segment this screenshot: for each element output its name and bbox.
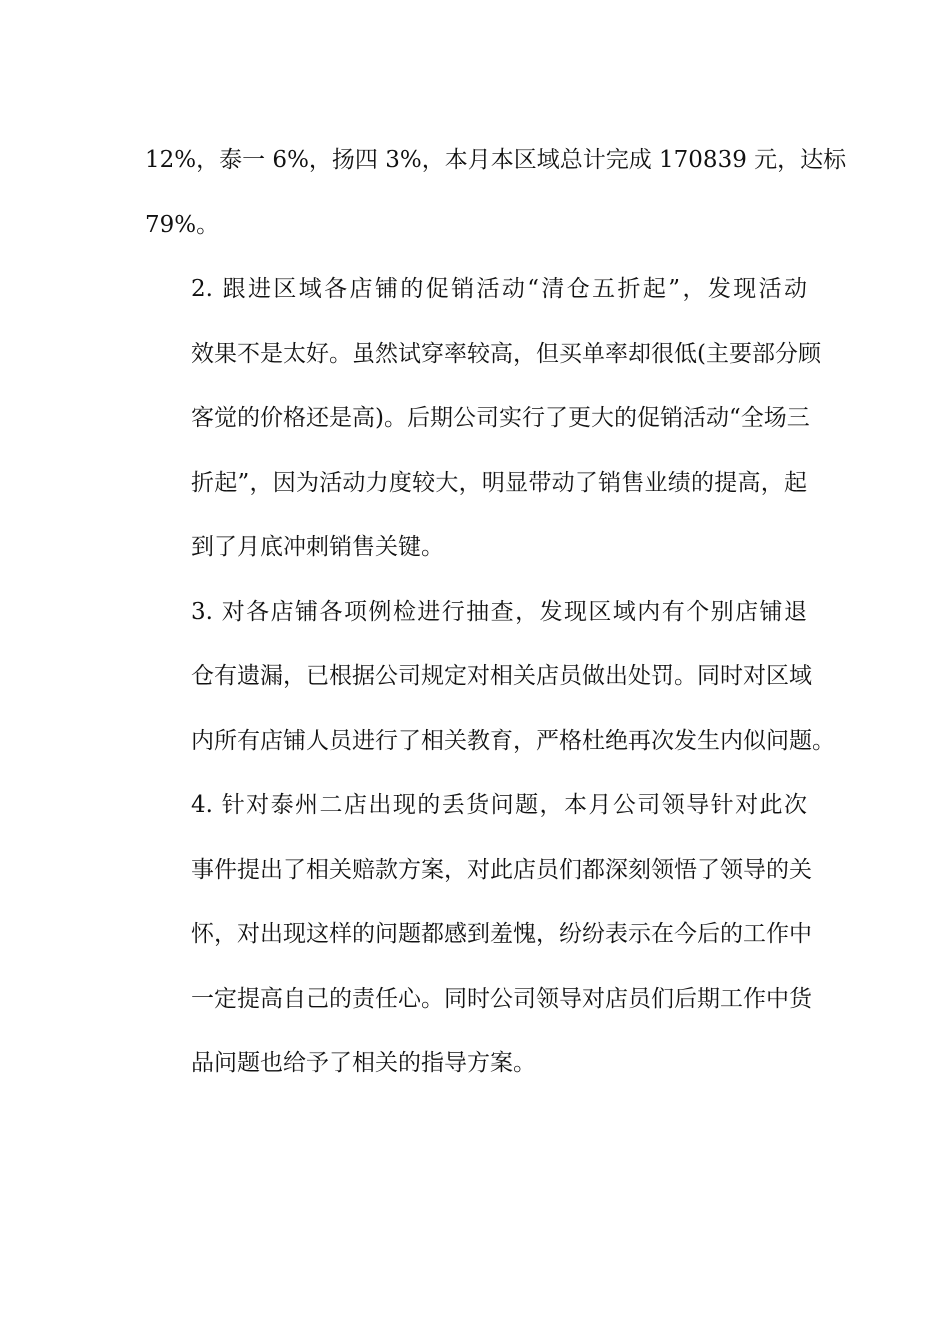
text-line: 到了月底冲刺销售关键。: [191, 534, 444, 560]
text-line: 79%。: [145, 211, 220, 238]
text-line: 4. 针对泰州二店出现的丢货问题，本月公司领导针对此次: [191, 792, 807, 818]
text-line: 12%，泰一 6%，扬四 3%，本月本区域总计完成 170839 元，达标: [145, 147, 847, 173]
text-line: 怀，对出现这样的问题都感到羞愧，纷纷表示在今后的工作中: [191, 921, 812, 947]
text-line: 内所有店铺人员进行了相关教育，严格杜绝再次发生内似问题。: [191, 727, 835, 754]
text-line: 仓有遗漏，已根据公司规定对相关店员做出处罚。同时对区域: [191, 663, 812, 689]
text-line: 事件提出了相关赔款方案，对此店员们都深刻领悟了领导的关: [191, 856, 812, 883]
paragraph-lost-goods-issue: [145, 773, 812, 1096]
paragraph-store-inspection: [145, 580, 835, 774]
text-line: 一定提高自己的责任心。同时公司领导对店员们后期工作中货: [191, 985, 812, 1012]
text-line: 效果不是太好。虽然试穿率较高，但买单率却很低(主要部分顾: [191, 340, 821, 367]
paragraph-sales-summary: [145, 128, 847, 257]
text-line: 品问题也给予了相关的指导方案。: [191, 1050, 536, 1076]
text-line: 2. 跟进区域各店铺的促销活动“清仓五折起”，发现活动: [191, 276, 807, 302]
text-line: 3. 对各店铺各项例检进行抽查，发现区域内有个别店铺退: [191, 598, 807, 625]
text-line: 客觉的价格还是高)。后期公司实行了更大的促销活动“全场三: [191, 405, 810, 431]
document-body: [145, 128, 847, 1096]
paragraph-promotion-activity: [145, 257, 821, 580]
text-line: 折起”，因为活动力度较大，明显带动了销售业绩的提高，起: [191, 469, 807, 496]
